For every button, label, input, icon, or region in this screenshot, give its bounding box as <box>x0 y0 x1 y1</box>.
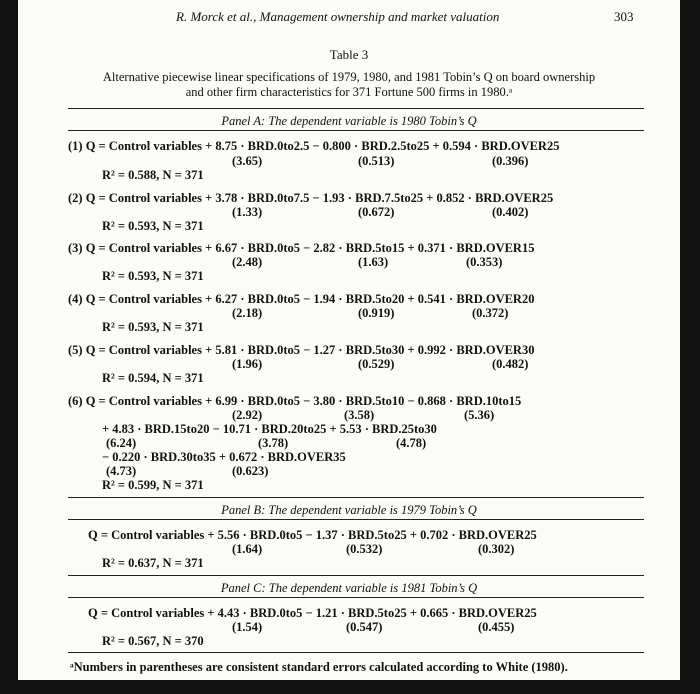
se-b-c: (0.302) <box>478 542 515 556</box>
equation-2: (2) Q = Control variables + 3.78 · BRD.0to7.5 − 1.93 · BRD.7.5to25 + 0.852 · BRD.OVER25 <box>68 191 554 205</box>
panel-c-rule <box>68 597 644 598</box>
running-title: R. Morck et al., Management ownership and market valuation <box>176 9 500 24</box>
equation-6-line-3: − 0.220 · BRD.30to35 + 0.672 · BRD.OVER35 <box>102 450 346 464</box>
se-4-a: (2.18) <box>232 306 263 320</box>
se-6-f: (4.78) <box>396 436 427 450</box>
page-number: 303 <box>614 9 634 24</box>
equation-b: Q = Control variables + 5.56 · BRD.0to5 − 1.37 · BRD.5to25 + 0.702 · BRD.OVER25 <box>88 528 537 542</box>
se-b-a: (1.64) <box>232 542 263 556</box>
fit-3: R² = 0.593, N = 371 <box>102 269 204 283</box>
se-6-c: (5.36) <box>464 408 495 422</box>
panel-b-title: Panel B: The dependent variable is 1979 Tobin’s Q <box>221 503 477 517</box>
se-c-b: (0.547) <box>346 620 383 634</box>
se-b-b: (0.532) <box>346 542 383 556</box>
fit-4: R² = 0.593, N = 371 <box>102 320 204 334</box>
se-5-c: (0.482) <box>492 357 529 371</box>
table-caption-line-1: Alternative piecewise linear specifications of 1979, 1980, and 1981 Tobin’s Q on board ownership <box>102 70 596 84</box>
panel-a-title: Panel A: The dependent variable is 1980 Tobin’s Q <box>221 114 477 128</box>
se-3-c: (0.353) <box>466 255 503 269</box>
panel-c-title: Panel C: The dependent variable is 1981 Tobin’s Q <box>220 581 478 595</box>
panel-b-rule <box>68 519 644 520</box>
table-bottom-rule <box>68 652 644 653</box>
panel-a-rule <box>68 130 644 131</box>
fit-1: R² = 0.588, N = 371 <box>102 168 204 182</box>
se-6-g: (4.73) <box>106 464 137 478</box>
se-c-c: (0.455) <box>478 620 515 634</box>
se-3-a: (2.48) <box>232 255 263 269</box>
se-2-b: (0.672) <box>358 205 395 219</box>
equation-6-line-1: (6) Q = Control variables + 6.99 · BRD.0to5 − 3.80 · BRD.5to10 − 0.868 · BRD.10to15 <box>68 394 522 408</box>
se-1-a: (3.65) <box>232 154 263 168</box>
se-1-b: (0.513) <box>358 154 395 168</box>
se-3-b: (1.63) <box>358 255 389 269</box>
equation-1: (1) Q = Control variables + 8.75 · BRD.0to2.5 − 0.800 · BRD.2.5to25 + 0.594 · BRD.OVER25 <box>68 139 560 153</box>
equation-6-line-2: + 4.83 · BRD.15to20 − 10.71 · BRD.20to25 + 5.53 · BRD.25to30 <box>102 422 437 436</box>
fit-b: R² = 0.637, N = 371 <box>102 556 204 570</box>
panel-c-top-rule <box>68 575 644 576</box>
se-1-c: (0.396) <box>492 154 529 168</box>
fit-2: R² = 0.593, N = 371 <box>102 219 204 233</box>
se-6-h: (0.623) <box>232 464 269 478</box>
panel-b-top-rule <box>68 497 644 498</box>
table-top-rule <box>68 108 644 109</box>
footnote: ᵃNumbers in parentheses are consistent standard errors calculated according to White (1980). <box>70 660 568 674</box>
equation-3: (3) Q = Control variables + 6.67 · BRD.0to5 − 2.82 · BRD.5to15 + 0.371 · BRD.OVER15 <box>68 241 535 255</box>
se-4-b: (0.919) <box>358 306 395 320</box>
journal-page <box>18 0 680 680</box>
se-4-c: (0.372) <box>472 306 509 320</box>
se-2-a: (1.33) <box>232 205 263 219</box>
se-c-a: (1.54) <box>232 620 263 634</box>
equation-5: (5) Q = Control variables + 5.81 · BRD.0to5 − 1.27 · BRD.5to30 + 0.992 · BRD.OVER30 <box>68 343 535 357</box>
se-5-b: (0.529) <box>358 357 395 371</box>
se-6-a: (2.92) <box>232 408 263 422</box>
fit-c: R² = 0.567, N = 370 <box>102 634 204 648</box>
se-5-a: (1.96) <box>232 357 263 371</box>
equation-c: Q = Control variables + 4.43 · BRD.0to5 − 1.21 · BRD.5to25 + 0.665 · BRD.OVER25 <box>88 606 537 620</box>
table-label: Table 3 <box>329 47 369 62</box>
se-6-e: (3.78) <box>258 436 289 450</box>
fit-5: R² = 0.594, N = 371 <box>102 371 204 385</box>
se-6-b: (3.58) <box>344 408 375 422</box>
se-6-d: (6.24) <box>106 436 137 450</box>
se-2-c: (0.402) <box>492 205 529 219</box>
table-caption-line-2: and other firm characteristics for 371 Fortune 500 firms in 1980.ᵃ <box>185 85 513 99</box>
equation-4: (4) Q = Control variables + 6.27 · BRD.0to5 − 1.94 · BRD.5to20 + 0.541 · BRD.OVER20 <box>68 292 535 306</box>
fit-6: R² = 0.599, N = 371 <box>102 478 204 492</box>
